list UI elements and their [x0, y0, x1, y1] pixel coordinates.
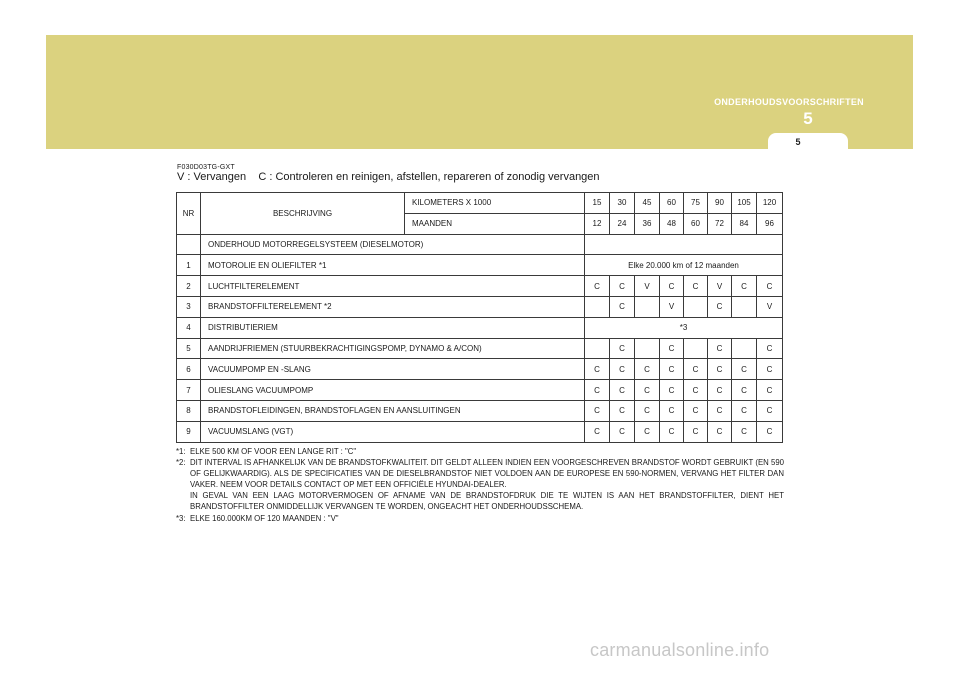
footnote-paragraph: ELKE 500 KM OF VOOR EEN LANGE RIT : "C" — [190, 447, 357, 456]
row-description: DISTRIBUTIERIEM — [201, 317, 585, 338]
row-value: C — [585, 276, 610, 297]
section-title: ONDERHOUDSVOORSCHRIFTEN — [714, 97, 864, 107]
months-value: 36 — [635, 213, 660, 234]
months-value: 12 — [585, 213, 610, 234]
row-value: C — [660, 421, 684, 442]
row-value: C — [610, 421, 635, 442]
km-value: 105 — [732, 193, 757, 214]
km-label: KILOMETERS X 1000 — [405, 193, 585, 214]
header-row-km — [177, 193, 783, 214]
row-value: C — [585, 380, 610, 401]
table-row — [177, 338, 783, 359]
row-interval-note: *3 — [585, 317, 783, 338]
row-value: C — [635, 359, 660, 380]
row-number: 9 — [177, 421, 201, 442]
footnote-text — [190, 457, 784, 512]
row-value: C — [757, 359, 783, 380]
months-value: 48 — [660, 213, 684, 234]
footnote-paragraph: IN GEVAL VAN EEN LAAG MOTORVERMOGEN OF AFNAME VAN DE BRANDSTOFDRUK DIE TE WIJTEN IS AAN HET BRANDSTOFFILTER, DIENT HET BRANDSTOFFILTER ONMIDDELLIJK VERVANGEN TE WORDEN, ONGEACHT HET ONDERHOUDSSCHEMA. — [190, 491, 784, 512]
row-value: C — [708, 338, 732, 359]
row-value: C — [610, 296, 635, 317]
months-value: 60 — [684, 213, 708, 234]
row-value: C — [732, 400, 757, 421]
row-value: C — [610, 338, 635, 359]
row-value: C — [732, 276, 757, 297]
row-number: 4 — [177, 317, 201, 338]
row-value: C — [757, 380, 783, 401]
table-row — [177, 400, 783, 421]
row-value: C — [757, 421, 783, 442]
header-banner — [46, 35, 913, 149]
row-value: C — [708, 400, 732, 421]
section-nr-cell — [177, 234, 201, 255]
row-description: VACUUMPOMP EN -SLANG — [201, 359, 585, 380]
km-value: 15 — [585, 193, 610, 214]
km-value: 60 — [660, 193, 684, 214]
row-value: C — [732, 359, 757, 380]
row-value: C — [585, 421, 610, 442]
row-value — [684, 296, 708, 317]
row-value: C — [610, 380, 635, 401]
km-value: 30 — [610, 193, 635, 214]
row-description: BRANDSTOFFILTERELEMENT *2 — [201, 296, 585, 317]
months-value: 72 — [708, 213, 732, 234]
km-value: 90 — [708, 193, 732, 214]
row-value: V — [757, 296, 783, 317]
row-value: C — [610, 276, 635, 297]
row-description: BRANDSTOFLEIDINGEN, BRANDSTOFLAGEN EN AANSLUITINGEN — [201, 400, 585, 421]
months-label: MAANDEN — [405, 213, 585, 234]
row-number: 8 — [177, 400, 201, 421]
watermark: carmanualsonline.info — [590, 640, 770, 660]
footnote-mark: *2: — [176, 458, 186, 468]
chapter-number: 5 — [803, 109, 813, 128]
footnote-paragraph: DIT INTERVAL IS AFHANKELIJK VAN DE BRANDSTOFKWALITEIT. DIT GELDT ALLEEN INDIEN EEN VOORGESCHREVEN BRANDSTOF WORDT GEBRUIKT (EN 590 OF GELIJKWAARDIG). ALS DE SPECIFICATIES VAN DE DIESELBRANDSTOF NIET VOLDOEN AAN DE EUROPESE EN 590-NORMEN, VERVANG HET FILTER DAN VAKER. NEEM VOOR DETAILS CONTACT OP MET EEN OFFICIËLE HYUNDAI-DEALER. — [190, 458, 784, 490]
row-value: C — [708, 380, 732, 401]
footnotes — [176, 446, 784, 524]
table-row — [177, 255, 783, 276]
row-number: 2 — [177, 276, 201, 297]
row-value: C — [732, 380, 757, 401]
footnote-mark: *1: — [176, 447, 186, 456]
footnote — [176, 457, 784, 512]
row-value: C — [757, 338, 783, 359]
row-value: V — [708, 276, 732, 297]
row-number: 3 — [177, 296, 201, 317]
row-value: C — [757, 400, 783, 421]
row-value: C — [635, 380, 660, 401]
row-number: 6 — [177, 359, 201, 380]
table-row — [177, 276, 783, 297]
section-blank-cell — [585, 234, 783, 255]
row-value: C — [684, 400, 708, 421]
row-value: C — [585, 400, 610, 421]
footnote-text — [190, 446, 784, 457]
row-value: C — [708, 359, 732, 380]
table-row — [177, 421, 783, 442]
footnote-paragraph: ELKE 160.000KM OF 120 MAANDEN : "V" — [190, 513, 339, 523]
row-value: C — [732, 421, 757, 442]
table-row — [177, 317, 783, 338]
row-value — [585, 296, 610, 317]
row-value: C — [660, 400, 684, 421]
nr-header: NR — [177, 193, 201, 235]
row-description: MOTOROLIE EN OLIEFILTER *1 — [201, 255, 585, 276]
footnote-text — [190, 513, 784, 524]
row-value: C — [684, 359, 708, 380]
desc-header: BESCHRIJVING — [201, 193, 405, 235]
row-number: 7 — [177, 380, 201, 401]
row-value — [684, 338, 708, 359]
months-value: 24 — [610, 213, 635, 234]
row-value: V — [660, 296, 684, 317]
row-value: C — [757, 276, 783, 297]
table-row — [177, 359, 783, 380]
row-number: 5 — [177, 338, 201, 359]
row-value — [732, 338, 757, 359]
page-number: 5 — [795, 137, 801, 147]
row-value: C — [660, 338, 684, 359]
row-value: C — [708, 296, 732, 317]
row-value — [635, 296, 660, 317]
km-value: 45 — [635, 193, 660, 214]
footnote-mark: *3: — [176, 513, 186, 523]
row-value — [635, 338, 660, 359]
maintenance-table — [176, 192, 783, 443]
document-code: F030D03TG-GXT — [177, 164, 235, 171]
row-value: C — [684, 421, 708, 442]
row-value — [732, 296, 757, 317]
footnote — [176, 513, 784, 524]
months-value: 84 — [732, 213, 757, 234]
row-value: C — [708, 421, 732, 442]
row-description: VACUUMSLANG (VGT) — [201, 421, 585, 442]
row-value: C — [635, 400, 660, 421]
legend: V : Vervangen C : Controleren en reinigen, afstellen, repareren of zonodig vervangen — [177, 171, 600, 183]
row-description: LUCHTFILTERELEMENT — [201, 276, 585, 297]
table-row — [177, 296, 783, 317]
row-value — [585, 338, 610, 359]
row-value: C — [610, 359, 635, 380]
row-value: C — [684, 276, 708, 297]
table-row — [177, 380, 783, 401]
km-value: 75 — [684, 193, 708, 214]
row-value: C — [660, 359, 684, 380]
km-value: 120 — [757, 193, 783, 214]
footnote — [176, 446, 784, 457]
row-value: C — [660, 276, 684, 297]
row-value: C — [660, 380, 684, 401]
row-interval-note: Elke 20.000 km of 12 maanden — [585, 255, 783, 276]
row-value: C — [610, 400, 635, 421]
row-description: OLIESLANG VACUUMPOMP — [201, 380, 585, 401]
section-header: ONDERHOUD MOTORREGELSYSTEEM (DIESELMOTOR) — [201, 234, 585, 255]
row-value: V — [635, 276, 660, 297]
row-value: C — [635, 421, 660, 442]
section-row — [177, 234, 783, 255]
months-value: 96 — [757, 213, 783, 234]
row-description: AANDRIJFRIEMEN (STUURBEKRACHTIGINGSPOMP, DYNAMO & A/CON) — [201, 338, 585, 359]
row-value: C — [585, 359, 610, 380]
row-value: C — [684, 380, 708, 401]
row-number: 1 — [177, 255, 201, 276]
